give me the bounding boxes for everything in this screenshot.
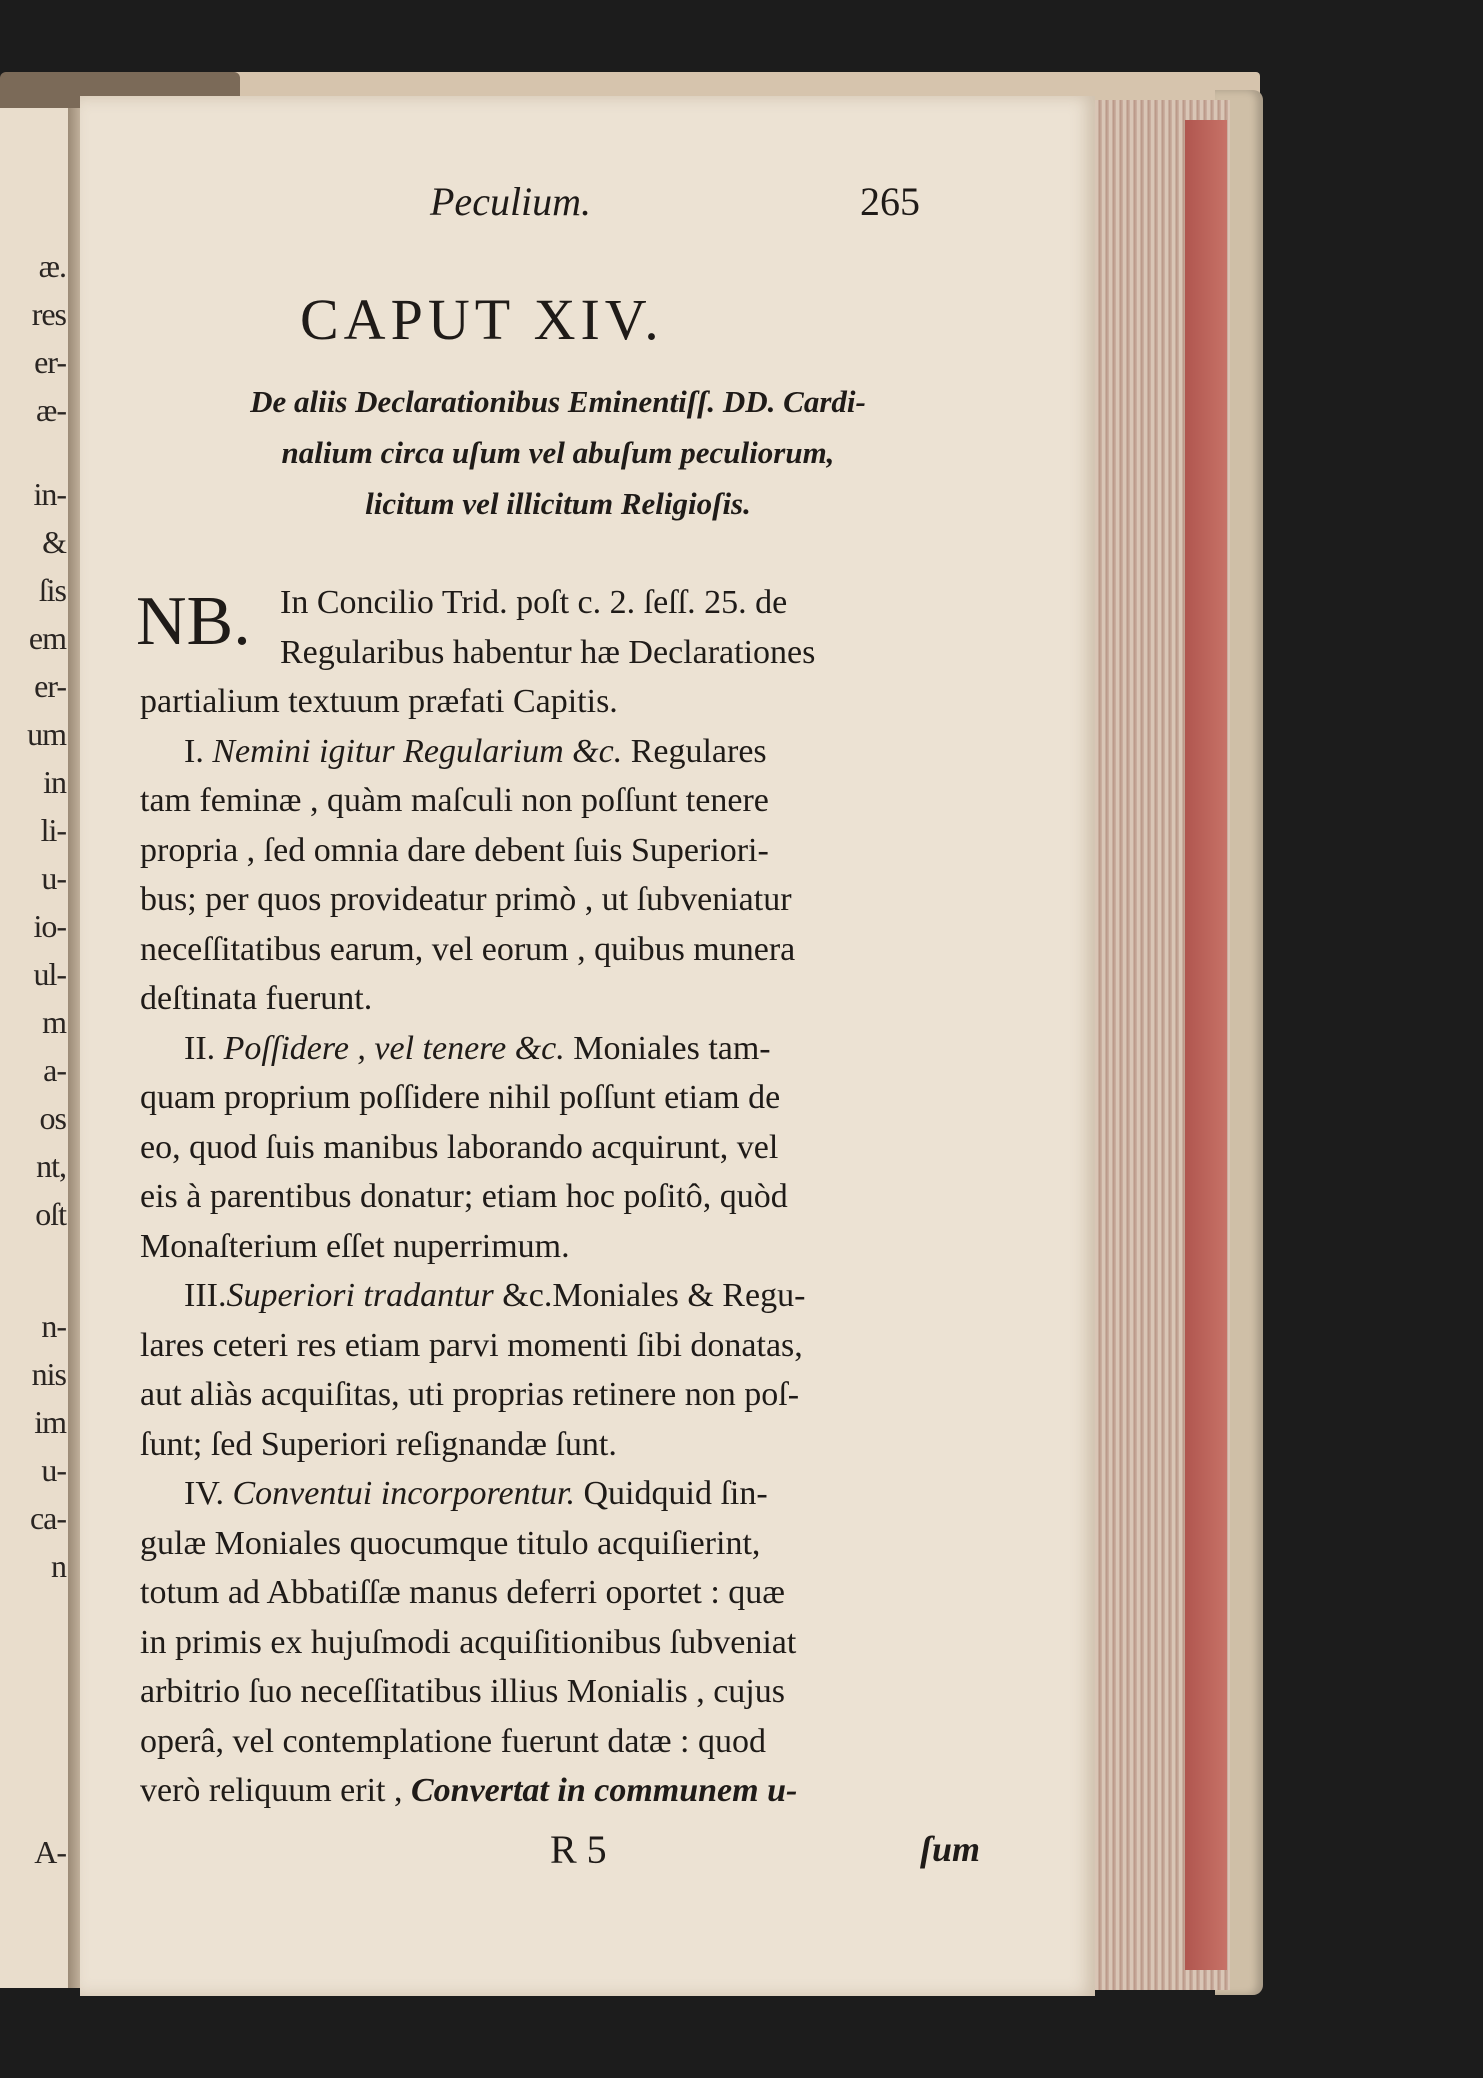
left-page-fragment: in <box>43 764 66 800</box>
last-line-italic: Convertat in communem u- <box>410 1772 798 1809</box>
section-lemma: Conventui incorporentur. <box>232 1475 575 1512</box>
left-page-fragment: em <box>28 620 66 656</box>
section-first-line <box>140 1271 990 1321</box>
left-page-fragment: li- <box>40 812 66 848</box>
subtitle-line: nalium circa uſum vel abuſum peculiorum, <box>281 435 835 470</box>
text-line: aut aliàs acquiſitas, uti proprias retinere non poſ- <box>140 1376 800 1413</box>
left-page-fragment: æ. <box>38 248 66 284</box>
last-line <box>140 1766 990 1816</box>
section-text: &c.Moniales & Regu- <box>502 1277 806 1314</box>
left-page-fragment: & <box>42 524 66 560</box>
left-page-fragment: n <box>51 1548 66 1584</box>
left-page-fragment: A- <box>34 1834 66 1870</box>
left-page-fragment: res <box>31 296 66 332</box>
left-page-fragment: er- <box>34 344 66 380</box>
left-page-fragment: ul- <box>33 956 66 992</box>
subtitle-line: De aliis Declarationibus Eminentiſſ. DD. Cardi- <box>250 384 866 419</box>
section-numeral: III. <box>184 1277 227 1314</box>
left-page-fragment: im <box>34 1404 66 1440</box>
left-page-fragment: ca- <box>29 1500 66 1536</box>
text-line: eis à parentibus donatur; etiam hoc poſitô, quòd <box>140 1178 788 1215</box>
nb-text <box>280 578 980 677</box>
text-line: Monaſterium eſſet nuperrimum. <box>140 1227 570 1265</box>
text-line: lares ceteri res etiam parvi momenti ſibi donatas, <box>140 1326 803 1364</box>
subtitle-line: licitum vel illicitum Religioſis. <box>365 486 751 521</box>
section-lemma: Poſſidere , vel tenere &c. <box>223 1029 565 1067</box>
text-line: gulæ Moniales quocumque titulo acquiſierint, <box>140 1524 761 1562</box>
nb-line: In Concilio Trid. poſt c. 2. ſeſſ. 25. de <box>280 584 788 621</box>
left-page-fragment: nis <box>31 1356 66 1392</box>
section-first-line <box>140 727 990 777</box>
section-lemma: Superiori tradantur <box>226 1277 494 1314</box>
left-page <box>0 108 77 1988</box>
left-page-fragment: oſt <box>35 1196 66 1232</box>
text-line: ſunt; ſed Superiori reſignandæ ſunt. <box>140 1425 617 1463</box>
left-page-fragment: in- <box>33 476 66 512</box>
left-page-fragment: nt, <box>36 1148 66 1184</box>
running-title: Peculium. <box>430 179 592 224</box>
text-line: arbitrio ſuo neceſſitatibus illius Monialis , cujus <box>140 1673 785 1710</box>
section-text: Regulares <box>630 732 767 770</box>
nb-initial: NB. <box>136 583 251 660</box>
left-page-fragment: er- <box>34 668 66 704</box>
body-text <box>140 677 990 1816</box>
section-lemma: Nemini igitur Regularium &c. <box>212 732 623 770</box>
section-first-line <box>140 1024 990 1074</box>
section-numeral: I. <box>184 732 204 770</box>
section-numeral: II. <box>184 1029 216 1067</box>
chapter-heading: CAPUT XIV. <box>300 287 664 352</box>
left-page-fragment: a- <box>43 1052 66 1088</box>
section-first-line <box>140 1469 990 1519</box>
text-line: propria , ſed omnia dare debent ſuis Superiori- <box>140 831 769 869</box>
text-line: deſtinata fuerunt. <box>140 980 373 1017</box>
left-page-fragment: io- <box>33 908 66 944</box>
left-page-fragment: n- <box>41 1308 66 1344</box>
left-page-fragment: ſis <box>38 572 66 608</box>
left-page-fragment: m <box>42 1004 66 1040</box>
section-numeral: IV. <box>184 1475 224 1512</box>
chapter-subtitle <box>128 376 988 529</box>
signature-mark: R 5 <box>550 1827 607 1872</box>
running-head <box>430 178 950 225</box>
page-number: 265 <box>860 179 920 224</box>
left-page-fragment: um <box>27 716 66 752</box>
last-line-text: verò reliquum erit , <box>140 1772 403 1809</box>
red-page-edges <box>1185 120 1227 1970</box>
text-line: neceſſitatibus earum, vel eorum , quibus munera <box>140 930 796 968</box>
section-text: Quidquid ſin- <box>583 1475 768 1512</box>
text-line: eo, quod ſuis manibus laborando acquirunt, vel <box>140 1128 779 1166</box>
catchword: ſum <box>920 1829 981 1869</box>
nb-line: Regularibus habentur hæ Declarationes <box>280 633 816 671</box>
left-page-fragment: u- <box>41 1452 66 1488</box>
text-line: in primis ex hujuſmodi acquiſitionibus ſubveniat <box>140 1623 797 1661</box>
left-page-fragment: æ- <box>36 392 66 428</box>
text-line: quam proprium poſſidere nihil poſſunt etiam de <box>140 1079 781 1116</box>
text-line: operâ, vel contemplatione fuerunt datæ : quod <box>140 1722 766 1760</box>
text-line: tam feminæ , quàm maſculi non poſſunt tenere <box>140 782 769 819</box>
left-page-fragment: os <box>39 1100 66 1136</box>
left-page-fragment: u- <box>41 860 66 896</box>
section-text: Moniales tam- <box>573 1029 771 1067</box>
text-line: bus; per quos provideatur primò , ut ſubveniatur <box>140 881 792 918</box>
text-line: totum ad Abbatiſſæ manus deferri oportet : quæ <box>140 1574 785 1611</box>
nb-continuation: partialium textuum præfati Capitis. <box>140 683 618 720</box>
